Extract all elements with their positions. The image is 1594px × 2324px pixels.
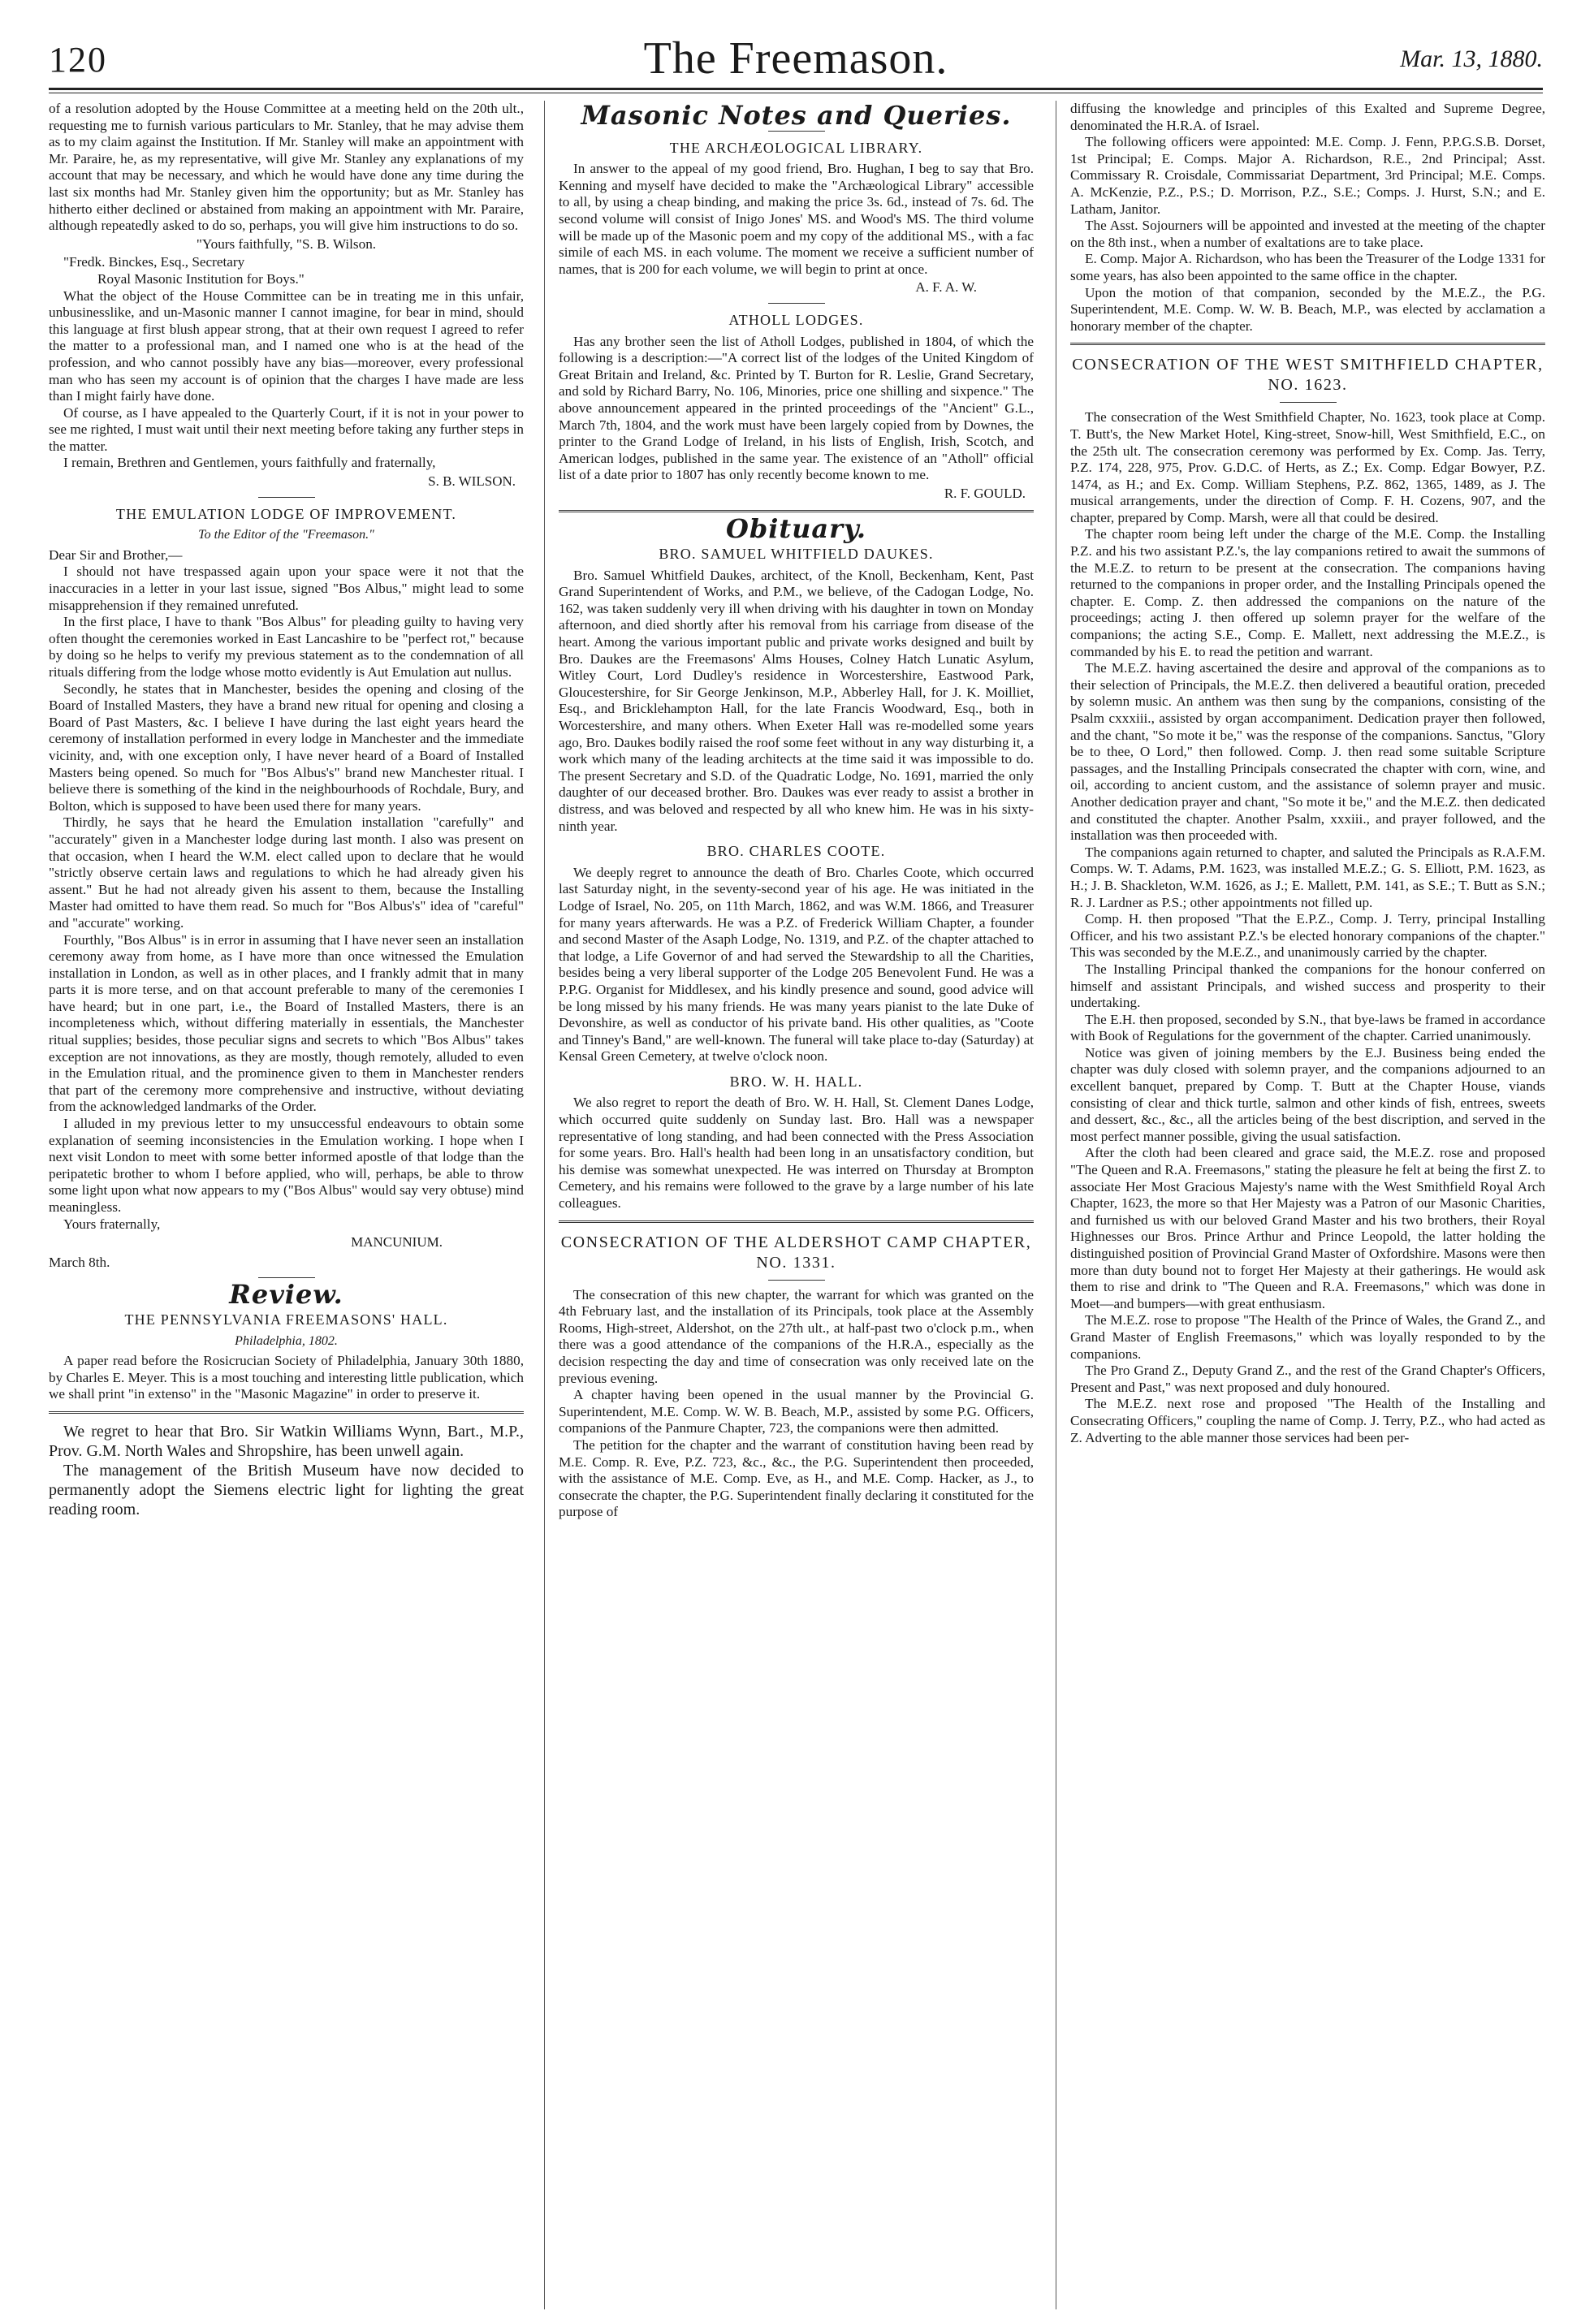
section-heading: ATHOLL LODGES. [728, 311, 864, 328]
article-paragraph: A chapter having been opened in the usual manner by the Provincial G. Superintendent, M.E. Comp. W. W. B. Beach, M.P., assisted by some P.G. Officers, companions of the Panmure Chapter, 723, the companions were then admitted. [559, 1387, 1034, 1436]
news-note: We regret to hear that Bro. Sir Watkin Williams Wynn, Bart., M.P., Prov. G.M. North Wales and Shropshire, has been unwell again. [49, 1422, 524, 1460]
article-paragraph: E. Comp. Major A. Richardson, who has been the Treasurer of the Lodge 1331 for some years, has also been appointed to the same office in the chapter. [1070, 251, 1545, 283]
dateline: March 8th. [49, 1254, 110, 1270]
article-paragraph: Comp. H. then proposed "That the E.P.Z., Comp. J. Terry, principal Installing Officer, and his two assistant P.Z.'s be elected honorary companions of the chapter." This was seconded by the M.E.Z., and unanimously carried by the chapter. [1070, 911, 1545, 961]
article-paragraph: The E.H. then proposed, seconded by S.N., that bye-laws be framed in accordance with Book of Regulations for the government of the chapter. Carried unanimously. [1070, 1011, 1545, 1044]
section-divider [1070, 343, 1545, 345]
section-heading-obituary: Obituary. [725, 513, 867, 545]
column-1 [49, 101, 524, 2309]
section-divider [768, 303, 825, 304]
article-paragraph: Bro. Samuel Whitfield Daukes, architect, of the Knoll, Beckenham, Kent, Past Grand Superintendent of Works, and P.M., we believe, of the Cadogan Lodge, No. 162, was taken suddenly very ill when driving with his daughter in town on Monday afternoon, and died shortly after his removal from his carriage from disease of the heart. Among the various important public and private works designed and built by Bro. Daukes are the Freemasons' Alms Houses, Colney Hatch Lunatic Asylum, Witley Court, Lord Dudley's residence in Worcestershire, Eastwood Park, Gloucestershire, for Sir George Jenkinson, M.P., Abberley Hall, for J. K. Moilliet, Esq., and Bricklehampton Hall, for the late Francis Woodward, Esq., both in Worcestershire, and many others. When Exeter Hall was re-modelled some years ago, Bro. Daukes bodily raised the roof some feet without in any way disturbing it, a work which many of the leading architects at the time said it was impossible to do. The present Secretary and S.D. of the Quadratic Lodge, No. 1691, married the only daughter of our deceased brother. Bro. Daukes was ever ready to assist a brother in distress, and was beloved and respected by all who knew him. He was in his sixty-ninth year. [559, 567, 1034, 834]
article-paragraph: Fourthly, "Bos Albus" is in error in assuming that I have never seen an installation ceremony away from home, as I have more than once witnessed the Emulation installation in London, as well as in other places, and I frankly admit that in many parts it is more terse, and on that account preferable to many of the ceremonies I have heard; but in one part, i.e., the Board of Installed Masters, there is an incompleteness which, without differing materially in essentials, the Manchester ritual supplies; besides, those peculiar signs and secrets to which "Bos Albus" takes exception are not innovations, as they are mostly, though remotely, alluded to even in the Emulation ritual, and the prominence given to them in Manchester renders that part of the ceremony more comprehensive and instructive, without deviating from the acknowledged landmarks of the Order. [49, 931, 524, 1115]
section-heading: THE ARCHÆOLOGICAL LIBRARY. [669, 139, 923, 156]
article-paragraph: The M.E.Z. next rose and proposed "The Health of the Installing and Consecrating Officers," coupling the name of Comp. J. Terry, P.Z., who had acted as Z. Adverting to the able manner those services had been per- [1070, 1396, 1545, 1445]
salutation: Dear Sir and Brother,— [49, 546, 183, 563]
article-paragraph: Notice was given of joining members by the E.J. Business being ended the chapter was duly closed with solemn prayer, and the companions adjourned to an excellent banquet, prepared by Comp. T. Butt at the Chapter House, viands consisting of clear and thick turtle, salmon and other kinds of fish, entrees, sweets and dessert, &c., &c., all the articles being of the best discription, and served in the most perfect manner possible, giving the usual satisfaction. [1070, 1044, 1545, 1144]
masthead [49, 32, 1543, 84]
signature: R. F. GOULD. [944, 485, 1026, 501]
article-paragraph: The following officers were appointed: M.E. Comp. J. Fenn, P.P.G.S.B. Dorset, 1st Principal; E. Comps. Major A. Richardson, R.E., 2nd Principal; Asst. Commissary R. Croisdale, Commissariat Department, 3rd Principal; M.E. Comps. A. McKenzie, P.Z., P.S.; D. Morrison, P.Z., S.E.; Comps. J. Hurst, S.N.; and E. Latham, Janitor. [1070, 134, 1545, 217]
article-paragraph: The consecration of the West Smithfield Chapter, No. 1623, took place at Comp. T. Butt's, the New Market Hotel, King-street, Snow-hill, West Smithfield, E.C., on the 25th ult. The consecration ceremony was performed by Ex. Comp. Jas. Terry, P.Z. 174, 228, 975, Prov. G.D.C. of Herts, as Z.; Ex. Comp. Edgar Bowyer, P.Z. 1474, as H.; and Ex. Comp. William Stephens, P.Z. 862, 1365, 1489, as J. The musical arrangements, under the direction of Comp. F. H. Cozens, 907, and the chapter, prepared by Comp. Marsh, were all that could be desired. [1070, 409, 1545, 525]
section-heading-review: Review. [229, 1279, 343, 1311]
article-paragraph: The Pro Grand Z., Deputy Grand Z., and the rest of the Grand Chapter's Officers, Present and Past," was next proposed and duly honoured. [1070, 1363, 1545, 1395]
section-divider [258, 497, 315, 498]
section-heading: BRO. W. H. HALL. [729, 1073, 863, 1090]
section-divider [559, 510, 1034, 512]
section-heading: BRO. CHARLES COOTE. [706, 843, 886, 860]
article-paragraph: We deeply regret to announce the death of Bro. Charles Coote, which occurred last Saturday night, in the seventy-second year of his age. He was initiated in the Lodge of Israel, No. 205, on 11th March, 1862, and was W.M. 1866, and Treasurer for many years afterwards. He was a P.Z. of Frederick William Chapter, a founder and second Master of the Asaph Lodge, No. 1319, and P.Z. of the chapter attached to that lodge, a Life Governor of and had served the Stewardship to all the Charities, besides being a very liberal supporter of the Lodge 205 Benevolent Fund. He was a P.P.G. Organist for Middlesex, and his kindly presence and sound, good advice will be long missed by his many friends. He was many years pianist to the late Duke of Devonshire, as well as conductor of his private band. His other qualities, as "Coote and Tinney's Band," are well-known. The funeral will take place to-day (Saturday) at Kensal Green Cemetery, at twelve o'clock noon. [559, 864, 1034, 1065]
section-divider [258, 1277, 315, 1278]
column-2 [559, 101, 1034, 2309]
newspaper-title: The Freemason. [643, 33, 948, 84]
article-paragraph: After the cloth had been cleared and grace said, the M.E.Z. rose and proposed "The Queen and R.A. Freemasons," stating the pleasure he felt at being the first Z. to associate Her Most Gracious Majesty's name with the West Smithfield Royal Arch Chapter, 1623, the more so that Her Majesty was a Patron of our Masonic Charities, and furnished us with our beloved Grand Master and his two brothers, their Royal Highnesses our Bros. Prince Arthur and Prince Leopold, the latter holding the distinguished position of Provincial Grand Master of Oxfordshire. Masons were then more than duty bound not to forget Her Majesty at their gatherings. He would ask them to rise and drink to "The Queen and R.A. Freemasons," which was done in Moet—and bumpers—with great enthusiasm. [1070, 1145, 1545, 1311]
section-divider [49, 1411, 524, 1414]
article-paragraph: I remain, Brethren and Gentlemen, yours faithfully and fraternally, [63, 455, 436, 471]
article-paragraph: I alluded in my previous letter to my unsuccessful endeavours to obtain some explanation of seeming inconsistencies in the Emulation working. I hope when I next visit London to meet with some better informed apostle of that lodge than the peripatetic brother to whom I before applied, who will, perhaps, be able to throw some light upon what now appears to my ("Bos Albus" would say very obtuse) mind meaningless. [49, 1116, 524, 1215]
signature: S. B. WILSON. [428, 473, 516, 490]
article-paragraph: The companions again returned to chapter, and saluted the Principals as R.A.F.M. Comps. W. T. Adams, P.M. 1623, was installed M.E.Z.; G. S. Elliott, P.M. 1623, as H.; J. B. Shackleton, W.M. 1626, as J.; E. Mallett, P.M. 141, as S.E.; T. Butt as S.N.; R. J. Lardner as P.S.; other appointments not filled up. [1070, 844, 1545, 910]
article-paragraph: Upon the motion of that companion, seconded by the M.E.Z., the P.G. Superintendent, M.E. Comp. W. W. B. Beach, M.P., was elected by acclamation a honorary member of the chapter. [1070, 284, 1545, 334]
section-heading: THE PENNSYLVANIA FREEMASONS' HALL. [124, 1311, 448, 1328]
section-heading: THE EMULATION LODGE OF IMPROVEMENT. [115, 505, 457, 522]
section-heading: BRO. SAMUEL WHITFIELD DAUKES. [659, 546, 934, 563]
article-paragraph: The consecration of this new chapter, the warrant for which was granted on the 4th February last, and the installation of its Principals, took place at the Assembly Rooms, High-street, Aldershot, on the 27th ult., at half-past two o'clock p.m., when there was a good attendance of the companions of the H.R.A., especially as the decision respecting the day and time of consecration was only received late on the previous evening. [559, 1286, 1034, 1386]
section-divider [1280, 402, 1337, 403]
page-number: 120 [49, 40, 107, 80]
article-paragraph: The chapter room being left under the charge of the M.E. Comp. the Installing P.Z. and his two assistant P.Z.'s, the lay companions retired to await the summons of the M.E.Z. to return to be present at the consecration. The companions having returned to the companions in proper order, and the Installing Principals opened the chapter. E. Comp. Z. then addressed the companions on the nature of the proceedings; acting J. then offered up solemn prayer for the welfare of the companions; the acting S.E., Comp. E. Mallett, next addressing the M.E.Z., is commanded by his E. to read the petition and warrant. [1070, 526, 1545, 659]
article-paragraph: The Asst. Sojourners will be appointed and invested at the meeting of the chapter on the 8th inst., when a number of exaltations are to take place. [1070, 218, 1545, 250]
article-paragraph: Of course, as I have appealed to the Quarterly Court, if it is not in your power to see me righted, I must wait until their next meeting before taking any further steps in the matter. [49, 404, 524, 454]
signature: MANCUNIUM. [351, 1234, 443, 1251]
signature-line: Royal Masonic Institution for Boys." [97, 270, 305, 287]
article-paragraph: In answer to the appeal of my good friend, Bro. Hughan, I beg to say that Bro. Kenning and myself have decided to make the "Archæological Library" accessible to all, by using a cheap binding, and making the price 3s. 6d., instead of 7s. 6d. The second volume will consist of Inigo Jones' MS. and Wood's MS. The third volume will be made up of the Masonic poem and my copy of the additional MS., with a fac simile of each MS. in each volume. The moment we receive a sufficient number of names, that is 200 for each volume, we will begin to print at once. [559, 161, 1034, 277]
article-paragraph: The M.E.Z. having ascertained the desire and approval of the companions as to their selection of Principals, the M.E.Z. then delivered a beautiful oration, preceded by solemn music. An anthem was then sung by the companions, consisting of the Psalm cxxxiii., assisted by organ accompaniment. Dedication prayer then followed, and the chant, "So mote it be," was the response of the companions. Sanctus, "Glory be to thee, O Lord," then followed. Comp. J. then read some suitable Scripture passages, and the Installing Principals consecrated the chapter with corn, wine, and oil, according to ancient custom, and the assistance of solemn prayer and music. Another dedication prayer and chant, "So mote it be," and the M.E.Z. then dedicated and constituted the chapter. Another Psalm, xxxiii., and prayer followed, and the installation was then proceeded with. [1070, 660, 1545, 844]
news-note: The management of the British Museum have now decided to permanently adopt the Siemens electric light for lighting the great reading room. [49, 1461, 524, 1518]
article-paragraph: Has any brother seen the list of Atholl Lodges, published in 1804, of which the following is a description:—"A correct list of the lodges of the United Kingdom of Great Britain and Ireland, &c. Printed by T. Burton for R. Leslie, Grand Secretary, and sold by Richard Barry, No. 106, Minories, price one shilling and sixpence." The above announcement appeared in the printed proceedings of the "Ancient" G.L., March 7th, 1804, and the work must have been largely copied from by Downes, the printer to the Grand Lodge of Ireland, in his lists of English, Irish, Scotch, and American lodges, published in the same year. The existence of an "Atholl" official list of a date prior to 1807 has only recently become known to me. [559, 333, 1034, 483]
column-divider [544, 101, 545, 2309]
section-divider [768, 1280, 825, 1281]
closing: Yours fraternally, [63, 1216, 161, 1232]
column-3 [1070, 101, 1545, 2309]
issue-date: Mar. 13, 1880. [1400, 45, 1543, 72]
article-paragraph: In the first place, I have to thank "Bos Albus" for pleading guilty to having very often thought the ceremonies worked in East Lancashire to be "perfect rot," because by doing so he helps to verify my previous statement as to the condemnation of all rituals differing from the lodge whose motto evidently is Aut Emulation aut nullus. [49, 614, 524, 680]
article-paragraph: Secondly, he states that in Manchester, besides the opening and closing of the Board of Installed Masters, they have a brand new ritual for opening and closing a Board of Past Masters, &c. I believe I have during the last eight years heard the ceremony of installation performed in every lodge in Manchester and the immediate vicinity, and, with one exception only, I have never heard of a Board of Installed Masters being opened. So much for "Bos Albus's" brand new Manchester ritual. I believe there is something of the kind in the neighbourhoods of Rochdale, Bury, and Bolton, which is supposed to have been used there for many years. [49, 680, 524, 814]
article-paragraph: A paper read before the Rosicrucian Society of Philadelphia, January 30th 1880, by Charles E. Meyer. This is a most touching and interesting little publication, which we shall print "in extenso" in the "Masonic Magazine" in order to preserve it. [49, 1353, 524, 1402]
article-paragraph: of a resolution adopted by the House Committee at a meeting held on the 20th ult., requesting me to furnish various particulars to Mr. Stanley, that he may advise them as to my claim against the Institution. If Mr. Stanley will make an appointment with Mr. Paraire, he, as my representative, will give Mr. Stanley any explanations of my account that may be necessary, and which he would have done any time during the last six months had Mr. Stanley given him the opportunity; but as Mr. Stanley has hitherto either declined or abstained from making an appointment with Mr. Paraire, although repeatedly asked to do so, perhaps, you will give him instructions to do so. [49, 101, 524, 234]
article-paragraph: diffusing the knowledge and principles of this Exalted and Supreme Degree, denominated the H.R.A. of Israel. [1070, 101, 1545, 133]
article-paragraph: Thirdly, he says that he heard the Emulation installation "carefully" and "accurately" given in a Manchester lodge during last month. I also was present on that occasion, when I heard the W.M. elect called upon to declare that he would "strictly observe certain laws and regulations to which he had already given his assent." But he had not already given his assent to them, because the Installing Master had omitted to have them read. So much for "Bos Albus's" idea of "careful" and "accurate" working. [49, 814, 524, 931]
article-paragraph: The Installing Principal thanked the companions for the honour conferred on himself and assistant Principals, and wished success and prosperity to their undertaking. [1070, 961, 1545, 1011]
section-heading: CONSECRATION OF THE WEST SMITHFIELD CHAPTER, NO. 1623. [1072, 356, 1544, 395]
article-paragraph: We also regret to report the death of Bro. W. H. Hall, St. Clement Danes Lodge, which occurred quite suddenly on Sunday last. Bro. Hall was a newspaper representative of long standing, and had been connected with the Press Association for some years. Bro. Hall's health had been long in an unsatisfactory condition, but his demise was somewhat unexpected. He was interred on Thursday at Brompton Cemetery, and his remains were followed to the grave by a large number of his late colleagues. [559, 1095, 1034, 1212]
section-subheading: Philadelphia, 1802. [235, 1333, 338, 1348]
article-paragraph: What the object of the House Committee can be in treating me in this unfair, unbusinesslike, and un-Masonic manner I cannot imagine, for bear in mind, should this language at first blush appear strong, that at their own request I agreed to refer the matter to a professional man, and I named one who is at the head of the profession, and who cannot possibly have any bias—moreover, every professional man who has seen my account is of opinion that the charges I have made are less than I might fairly have done. [49, 287, 524, 404]
section-heading-notes-queries: Masonic Notes and Queries. [581, 101, 1012, 131]
signature-line: "Fredk. Binckes, Esq., Secretary [63, 254, 245, 270]
signature: A. F. A. W. [915, 279, 977, 296]
section-subheading: To the Editor of the "Freemason." [198, 528, 374, 542]
section-heading: CONSECRATION OF THE ALDERSHOT CAMP CHAPTER, NO. 1331. [560, 1233, 1032, 1272]
article-paragraph: I should not have trespassed again upon your space were it not that the inaccuracies in a letter in your last issue, signed "Bos Albus," might lead to some misapprehension if they remained unrefuted. [49, 564, 524, 613]
masthead-rule [49, 88, 1543, 90]
article-paragraph: The petition for the chapter and the warrant of constitution having been read by M.E. Comp. R. Eve, P.Z. 723, &c., &c., the P.G. Superintendent then proceeded, with the assistance of M.E. Comp. Eve, as H., and M.E. Comp. Hacker, as J., to consecrate the chapter, the P.G. Superintendent finally declaring it constituted for the purpose of [559, 1436, 1034, 1520]
article-paragraph: The M.E.Z. rose to propose "The Health of the Prince of Wales, the Grand Z., and Grand Master of English Freemasons," which was loyally responded to by the companions. [1070, 1312, 1545, 1362]
signature-line: "Yours faithfully, "S. B. Wilson. [196, 235, 377, 252]
section-divider [559, 1220, 1034, 1223]
